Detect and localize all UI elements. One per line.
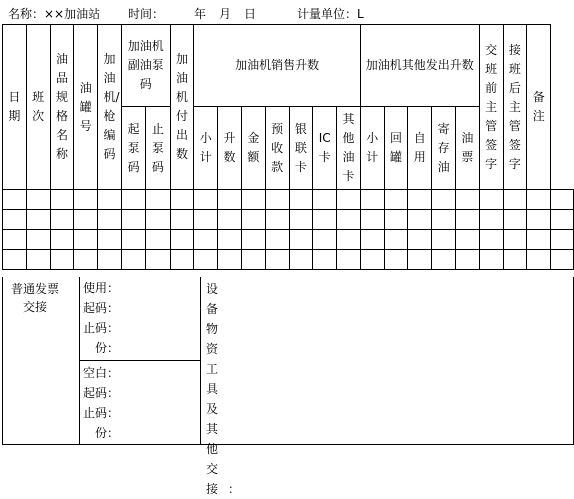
table-row [3,250,574,270]
col-sales-amount: 金额 [241,107,265,190]
col-sales-unionpay: 银联卡 [289,107,313,190]
col-sales-prepaid: 预收款 [265,107,289,190]
blank-end-label: 止码： [83,406,120,420]
table-row [3,190,574,210]
station-name-label: 名称：××加油站 [8,7,101,21]
time-label: 时间： [128,7,165,21]
blank-start-label: 起码： [83,386,120,400]
invoice-label-2: 交接 [23,300,48,314]
month-label: 月 [219,7,232,21]
col-sales-litres: 升数 [218,107,242,190]
col-other-subtotal: 小计 [360,107,384,190]
col-other-stored: 寄存油 [432,107,456,190]
handover-section [2,277,574,496]
col-sales-group: 加油机销售升数 [194,25,360,107]
col-sales-other-card: 其他油卡 [337,107,361,190]
col-product: 油品规格名称 [50,25,74,190]
used-count-label: 份： [95,341,120,355]
table-row [3,230,574,250]
fuel-record-table [2,24,574,270]
used-end-label: 止码： [83,321,120,335]
col-dispensed: 加油机付出数 [170,25,194,190]
col-other-return: 回罐 [384,107,408,190]
used-label: 使用： [83,281,120,295]
day-label: 日 [244,7,257,21]
col-handover: 交班前主管签字 [479,25,503,190]
col-sales-subtotal: 小计 [194,107,218,190]
col-end: 止泵码 [146,107,170,190]
col-tank: 油罐号 [74,25,98,190]
blank-label: 空白： [83,366,120,380]
col-other-self-use: 自用 [408,107,432,190]
unit-label: 计量单位：L [297,7,364,21]
col-other-coupon: 油票 [455,107,479,190]
col-date: 日期 [3,25,27,190]
used-start-label: 起码： [83,301,120,315]
col-takeover: 接班后主管签字 [503,25,527,190]
col-shift: 班次 [26,25,50,190]
col-start: 起泵码 [121,107,145,190]
col-remark: 备注 [527,25,551,190]
blank-count-label: 份： [95,426,120,440]
equipment-label: 设备物资工具及其他交接： [206,282,251,496]
col-nozzle: 加油机/枪编码 [98,25,122,190]
year-label: 年 [194,7,207,21]
invoice-label-1: 普通发票 [11,282,60,296]
form-header [0,0,574,24]
col-sales-ic-card: IC卡 [313,107,337,190]
col-other-group: 加油机其他发出升数 [360,25,479,107]
col-sub-pump: 加油机副油泵码 [121,25,170,107]
table-row [3,210,574,230]
